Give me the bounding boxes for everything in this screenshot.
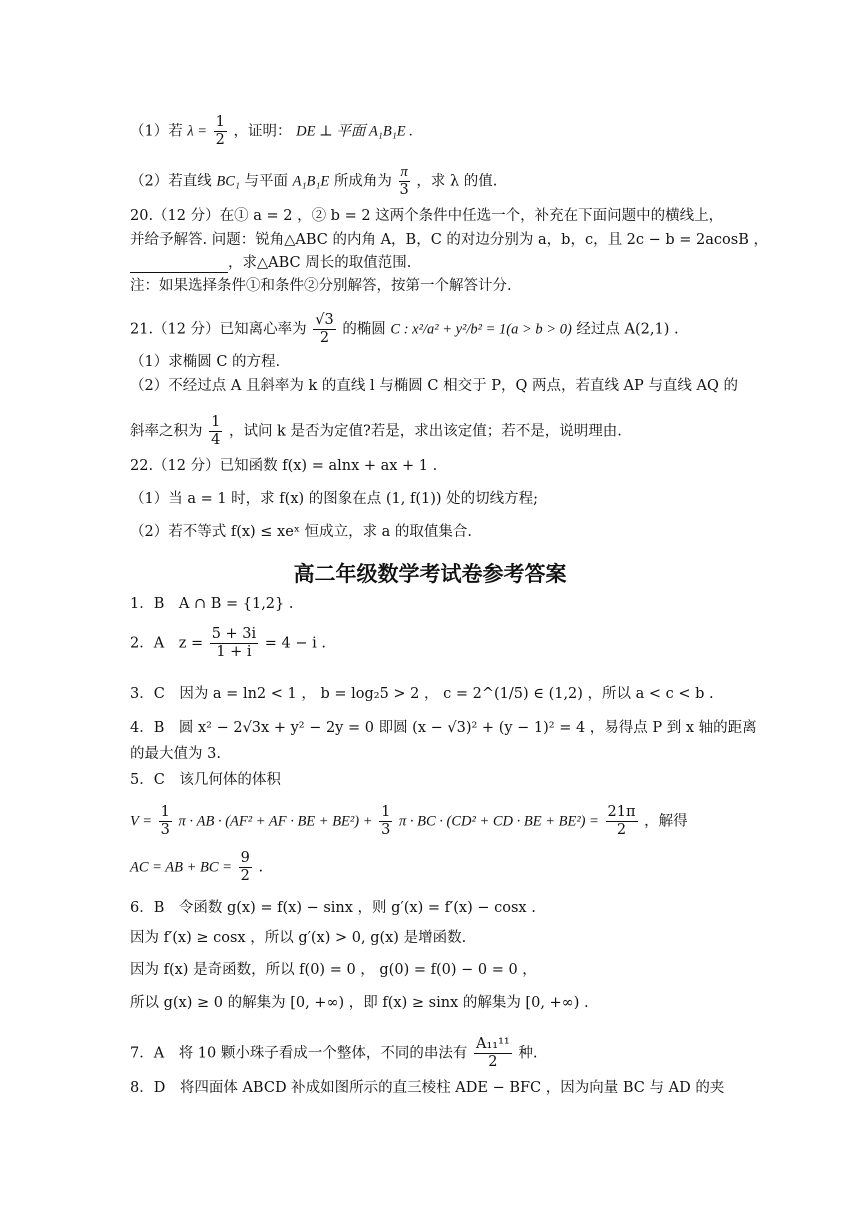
q19-p2-bc: BC₁	[216, 173, 240, 190]
answer-2-end: = 4 − i .	[264, 635, 327, 652]
q22-part2: （2）若不等式 f(x) ≤ xeˣ 恒成立，求 a 的取值集合.	[130, 524, 473, 540]
q19-p2-fraction: $\frac{\pi}{3}$	[399, 164, 409, 198]
q19-p2-plane: A₁B₁E	[292, 173, 330, 190]
answer-5-line3: AC = AB + BC = $\frac{9}{2}$ .	[130, 850, 264, 884]
q21-part1: （1）求椭圆 C 的方程.	[130, 354, 281, 370]
q19-p2-mid: 与平面	[244, 173, 289, 190]
answer-1: 1．B A ∩ B = {1,2} .	[130, 596, 294, 612]
q21-ecc-fraction: $\frac{√3}{2}$	[315, 312, 334, 346]
answer-blank	[130, 258, 228, 273]
answer-5-term-a: π · AB · (AF² + AF · BE + BE²) +	[178, 813, 373, 830]
q19-p1-math: DE ⊥ 平面 A₁B₁E .	[296, 123, 413, 140]
answer-5-line1: 5．C 该几何体的体积	[130, 772, 281, 788]
q22-part1: （1）当 a = 1 时，求 f(x) 的图象在点 (1, f(1)) 处的切线方程;	[130, 491, 539, 507]
answer-5-line2	[130, 804, 740, 839]
answer-5-term-b: π · BC · (CD² + CD · BE + BE²) =	[398, 813, 599, 830]
q21-product-fraction: $\frac{1}{4}$	[211, 414, 221, 448]
q21-part2-cont	[130, 414, 740, 449]
answer-6-line4: 所以 g(x) ≥ 0 的解集为 [0, +∞) ，即 f(x) ≥ sinx 的解集为 [0, +∞) .	[130, 995, 589, 1011]
q21-l1-end: 经过点 A(2,1) .	[576, 321, 679, 338]
q21-p3-pre: 斜率之积为	[130, 423, 203, 440]
q21-line1	[130, 312, 740, 347]
answer-5-end: ，解得	[644, 813, 688, 830]
answer-5-third-2: $\frac{1}{3}$	[381, 804, 391, 838]
answer-5-result: $\frac{21\pi}{2}$	[607, 804, 636, 838]
answer-2	[130, 626, 740, 661]
q19-p2-mid2: 所成角为	[333, 173, 392, 190]
answer-7-fraction: $\frac{\text{A₁₁¹¹}}{2}$	[475, 1036, 510, 1070]
q21-ellipse-eq: C : x²/a² + y²/b² = 1(a > b > 0)	[390, 321, 572, 338]
answers-title: 高二年级数学考试卷参考答案	[293, 562, 567, 586]
answer-6-line2: 因为 f′(x) ≥ cosx ，所以 g′(x) > 0, g(x) 是增函数.	[130, 930, 467, 946]
q20-line1: 20.（12 分）在① a = 2 ，② b = 2 这两个条件中任选一个，补充在下面问题中的横线上，	[130, 208, 724, 224]
answer-5-third-1: $\frac{1}{3}$	[160, 804, 170, 838]
answer-8: 8．D 将四面体 ABCD 补成如图所示的直三棱柱 ADE − BFC ，因为向量 BC 与 AD 的夹	[130, 1080, 725, 1096]
q19-p2-end: ，求 λ 的值.	[416, 173, 498, 190]
q19-p1-prefix: （1）若	[130, 123, 183, 140]
q19-p1-fraction: $\frac{1}{2}$	[215, 114, 225, 148]
answer-7-end: 种.	[518, 1045, 538, 1062]
q22-line1: 22.（12 分）已知函数 f(x) = alnx + ax + 1 .	[130, 458, 438, 474]
q20-note: 注：如果选择条件①和条件②分别解答，按第一个解答计分.	[130, 278, 512, 294]
answer-4-line2: 的最大值为 3.	[130, 746, 221, 762]
answer-5-ac: AC = AB + BC =	[130, 859, 232, 876]
q21-p3-end: ，试问 k 是否为定值?若是，求出该定值；若不是，说明理由.	[228, 423, 622, 440]
answer-6-line3: 因为 f(x) 是奇函数，所以 f(0) = 0 ， g(0) = f(0) − 0 = 0 ，	[130, 962, 537, 978]
q21-l1-pre: 21.（12 分）已知离心率为	[130, 321, 307, 338]
q19-part2	[130, 164, 740, 199]
q20-line3-text: ，求△ABC 周长的取值范围.	[228, 255, 412, 271]
answer-6-line1: 6．B 令函数 g(x) = f(x) − sinx ，则 g′(x) = f′(x) − cosx .	[130, 900, 536, 916]
answer-3: 3．C 因为 a = ln2 < 1 ， b = log₂5 > 2 ， c = 2^(1/5) ∈ (1,2) ，所以 a < c < b .	[130, 686, 714, 702]
q19-p1-lambda: λ =	[187, 123, 208, 140]
q20-line2: 并给予解答. 问题：锐角△ABC 的内角 A，B，C 的对边分别为 a，b，c，且 2c − b = 2acosB ，	[130, 232, 768, 248]
q21-l1-mid: 的椭圆	[342, 321, 386, 338]
q19-p2-prefix: （2）若直线	[130, 173, 212, 190]
answer-2-pre: 2．A z =	[130, 635, 204, 652]
q20-line3	[130, 253, 740, 273]
answer-7-pre: 7．A 将 10 颗小珠子看成一个整体，不同的串法有	[130, 1045, 468, 1062]
answer-7	[130, 1036, 740, 1071]
answer-4-line1: 4．B 圆 x² − 2√3x + y² − 2y = 0 即圆 (x − √3)² + (y − 1)² = 4 ，易得点 P 到 x 轴的距离	[130, 720, 757, 736]
q21-part2: （2）不经过点 A 且斜率为 k 的直线 l 与椭圆 C 相交于 P，Q 两点，若直线 AP 与直线 AQ 的	[130, 378, 738, 394]
q19-p1-text: ，证明：	[233, 123, 292, 140]
answer-5-ac-fraction: $\frac{9}{2}$	[240, 850, 250, 884]
q19-part1	[130, 114, 740, 149]
answer-5-v: V =	[130, 813, 153, 830]
answer-2-fraction: $\frac{5 + 3i}{1 + i}$	[211, 626, 257, 660]
